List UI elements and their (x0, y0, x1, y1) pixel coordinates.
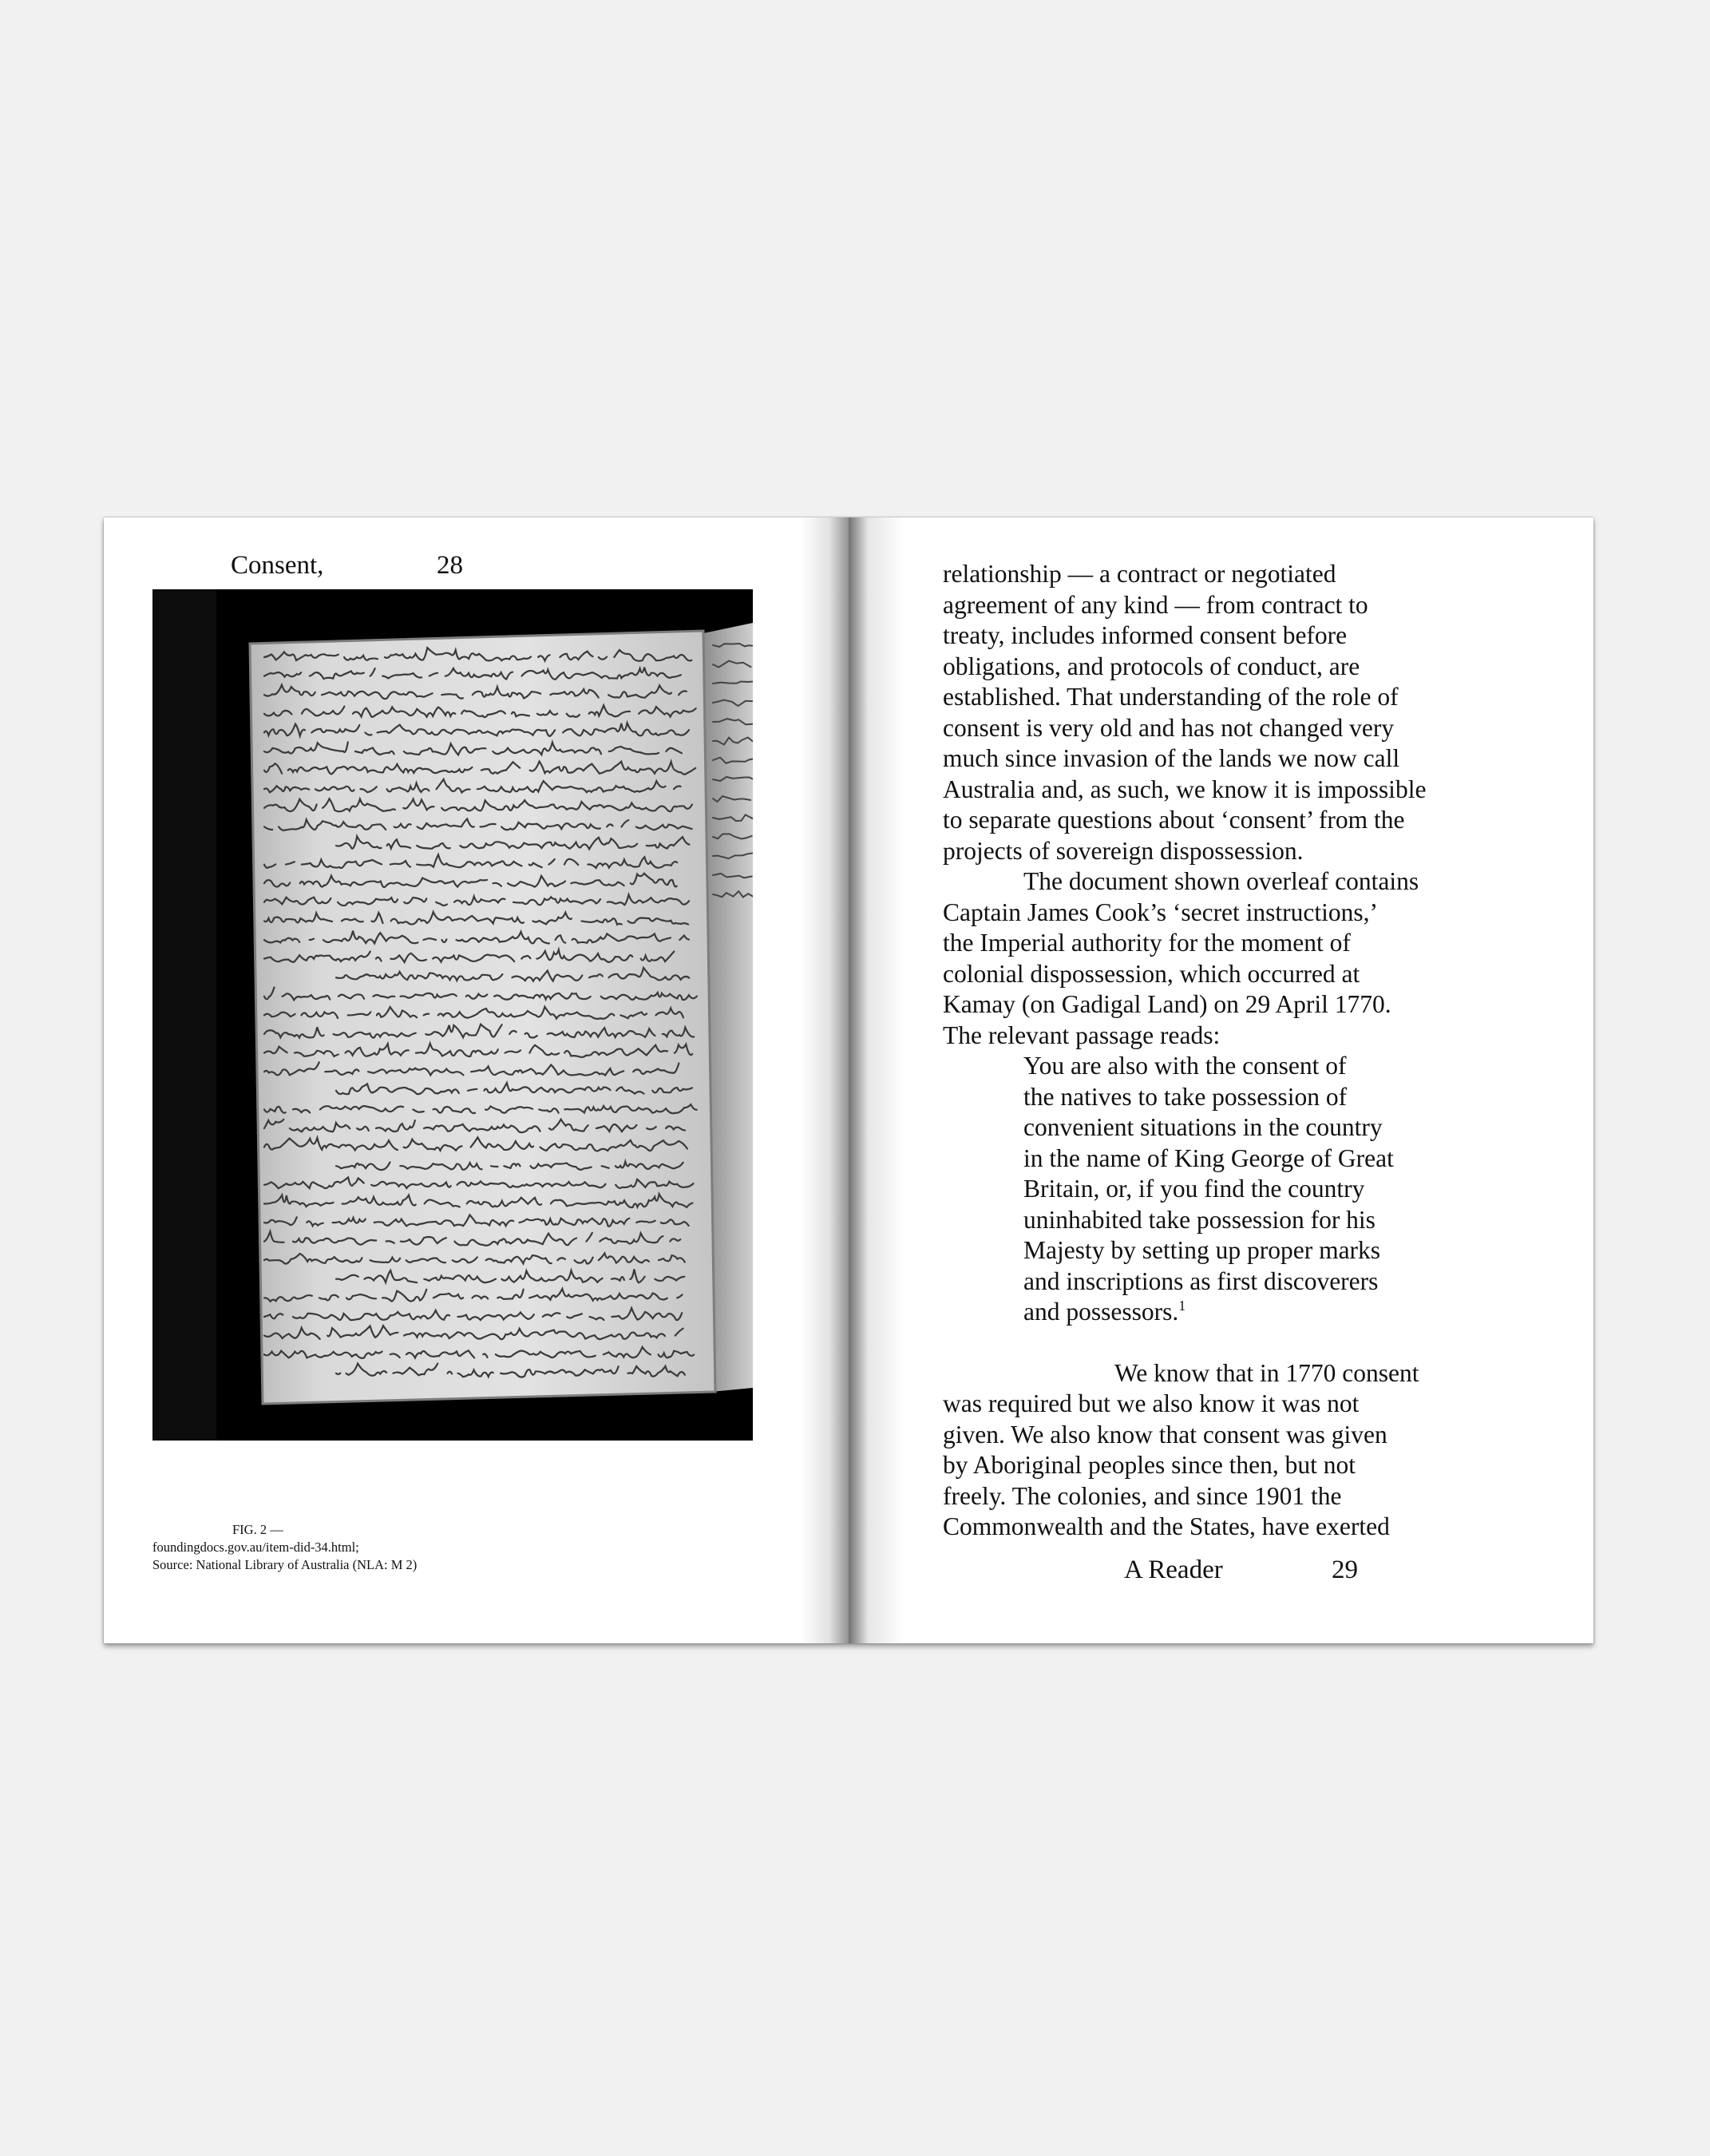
manuscript-page-image (152, 589, 753, 1441)
text-line: Australia and, as such, we know it is impossible (943, 775, 1427, 803)
caption-url: foundingdocs.gov.au/item-did-34.html; (152, 1540, 359, 1555)
gutter-shadow-right (849, 517, 904, 1643)
quote-line (943, 1297, 1566, 1328)
quote-line: uninhabited take possession for his (1023, 1205, 1376, 1234)
body-text (943, 559, 1566, 1543)
text-line: established. That understanding of the role of (943, 683, 1399, 711)
text-line: to separate questions about ‘consent’ from the (943, 806, 1405, 834)
text-line: The document shown overleaf contains (1023, 867, 1419, 895)
paragraph-gap (943, 1328, 1566, 1358)
text-line: Captain James Cook’s ‘secret instructions,’ (943, 898, 1379, 926)
quote-line: You are also with the consent of (1023, 1052, 1347, 1080)
text-line: Commonwealth and the States, have exerted (943, 1512, 1390, 1540)
quote-line: in the name of King George of Great (1023, 1143, 1394, 1172)
text-line: much since invasion of the lands we now call (943, 744, 1400, 772)
text-line: given. We also know that consent was given (943, 1420, 1387, 1449)
text-line: obligations, and protocols of conduct, are (943, 652, 1360, 680)
caption-source: Source: National Library of Australia (NLA: M 2) (152, 1557, 418, 1572)
text-line: projects of sovereign dispossession. (943, 836, 1304, 865)
footnote-marker: 1 (1178, 1298, 1186, 1314)
text-line: by Aboriginal peoples since then, but not (943, 1451, 1356, 1479)
manuscript-figure (152, 589, 753, 1441)
text-line: was required but we also know it was not (943, 1389, 1360, 1417)
text-line: relationship — a contract or negotiated (943, 560, 1336, 588)
text-line: treaty, includes informed consent before (943, 621, 1348, 649)
caption-figure-label: FIG. 2 — (232, 1522, 283, 1537)
running-title: A Reader (1124, 1556, 1223, 1584)
text-line: consent is very old and has not changed very (943, 713, 1395, 742)
text-line: agreement of any kind — from contract to (943, 590, 1368, 619)
text-line: the Imperial authority for the moment of (943, 929, 1351, 957)
page-number: 28 (437, 551, 463, 580)
left-page (104, 517, 849, 1643)
running-title: Consent, (231, 551, 324, 580)
quote-last-text: and possessors. (1023, 1298, 1179, 1326)
quote-line: Britain, or, if you find the country (1023, 1175, 1365, 1203)
text-line: We know that in 1770 consent (1114, 1358, 1419, 1387)
text-line: The relevant passage reads: (943, 1021, 1221, 1049)
gutter-shadow-left (801, 517, 849, 1643)
text-line: freely. The colonies, and since 1901 the (943, 1481, 1342, 1510)
figure-caption (152, 1521, 417, 1574)
quote-line: and inscriptions as first discoverers (1023, 1266, 1379, 1295)
quote-line: Majesty by setting up proper marks (1023, 1236, 1381, 1264)
text-line: Kamay (on Gadigal Land) on 29 April 1770. (943, 990, 1391, 1018)
quote-line: convenient situations in the country (1023, 1113, 1383, 1141)
quote-line: the natives to take possession of (1023, 1082, 1348, 1111)
text-line: colonial dispossession, which occurred at (943, 959, 1360, 988)
page-number: 29 (1332, 1556, 1358, 1584)
